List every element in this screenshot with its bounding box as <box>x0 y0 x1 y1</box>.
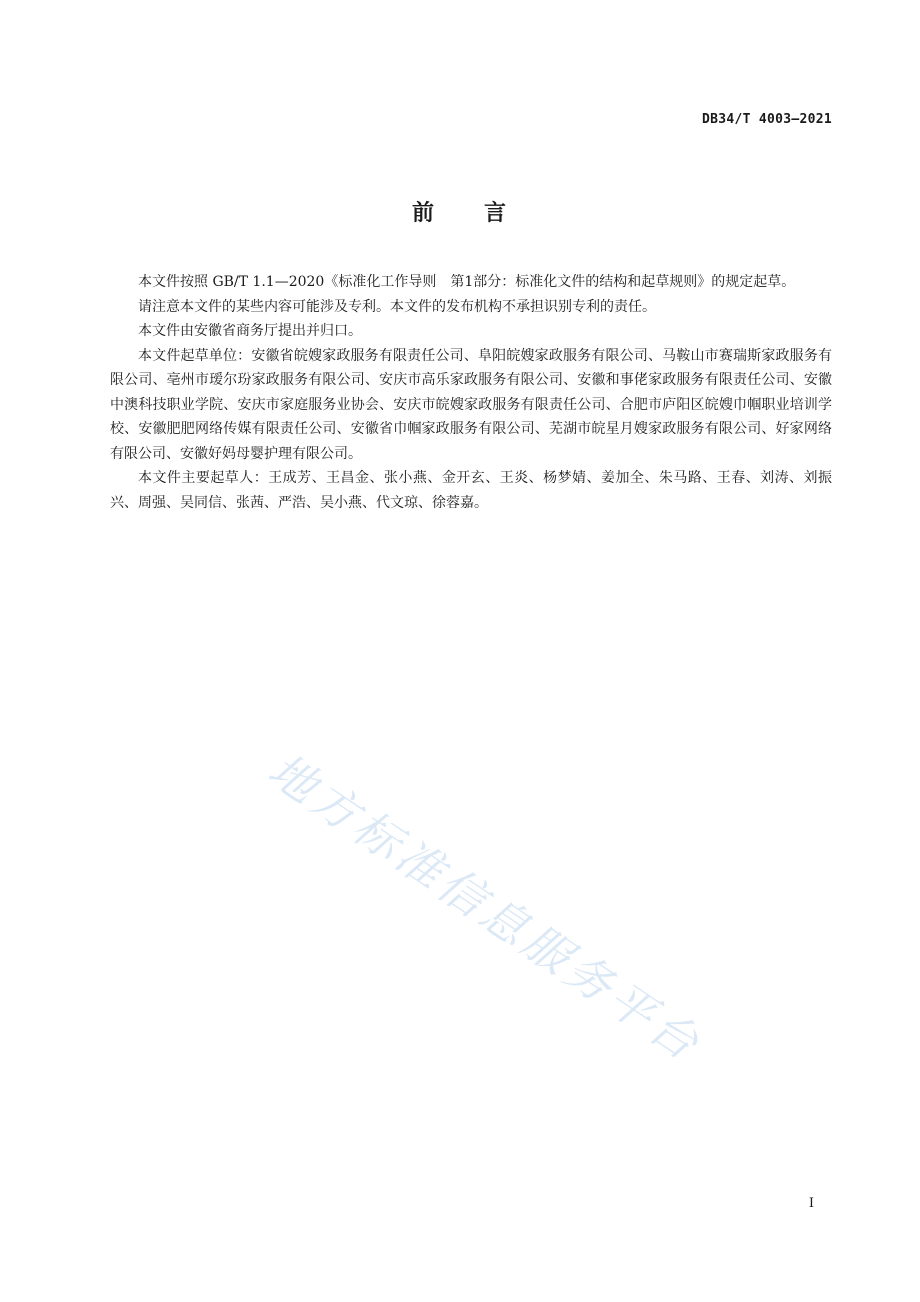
watermark-text: 地方标准信息服务平台 <box>258 742 712 1073</box>
preface-body <box>110 270 832 515</box>
paragraph-drafting-units: 本文件起草单位：安徽省皖嫂家政服务有限责任公司、阜阳皖嫂家政服务有限公司、马鞍山市赛瑞斯家政服务有限公司、亳州市瑷尔玢家政服务有限公司、安庆市高乐家政服务有限公司、安徽和事佬家政服务有限责任公司、安徽中澳科技职业学院、安庆市家庭服务业协会、安庆市皖嫂家政服务有限责任公司、合肥市庐阳区皖嫂巾帼职业培训学校、安徽肥肥网络传媒有限责任公司、安徽省巾帼家政服务有限公司、芜湖市皖星月嫂家政服务有限公司、好家网络有限公司、安徽好妈母婴护理有限公司。 <box>110 347 832 462</box>
paragraph-patent-notice: 请注意本文件的某些内容可能涉及专利。本文件的发布机构不承担识别专利的责任。 <box>138 298 656 315</box>
paragraph-drafters: 本文件主要起草人：王成芳、王昌金、张小燕、金开玄、王炎、杨梦婧、姜加全、朱马路、王春、刘涛、刘振兴、周强、吴同信、张茜、严浩、吴小燕、代文琼、徐蓉嘉。 <box>110 470 832 511</box>
standard-code: DB34/T 4003—2021 <box>701 112 832 127</box>
paragraph-proposer: 本文件由安徽省商务厅提出并归口。 <box>138 323 362 339</box>
page-title: 前 言 <box>411 201 508 226</box>
page-number: I <box>808 1196 814 1211</box>
paragraph-drafting-rules: 本文件按照 GB/T 1.1—2020《标准化工作导则 第1部分：标准化文件的结构和起草规则》的规定起草。 <box>138 274 796 290</box>
